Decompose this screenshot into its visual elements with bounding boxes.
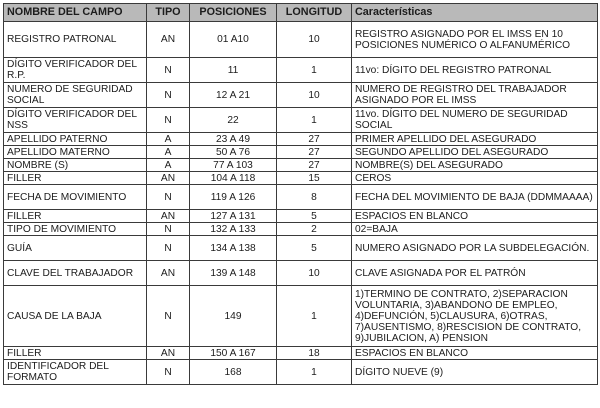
cell-posiciones: 149 [190, 286, 277, 347]
cell-posiciones: 12 A 21 [190, 83, 277, 108]
cell-longitud: 27 [277, 159, 352, 172]
cell-nombre: APELLIDO MATERNO [4, 146, 147, 159]
table-row [4, 261, 598, 286]
cell-longitud: 18 [277, 347, 352, 360]
cell-caracteristicas: NUMERO ASIGNADO POR LA SUBDELEGACIÓN. [352, 236, 598, 261]
cell-posiciones: 50 A 76 [190, 146, 277, 159]
cell-caracteristicas: REGISTRO ASIGNADO POR EL IMSS EN 10 POSICIONES NUMÉRICO O ALFANUMÉRICO [352, 22, 598, 58]
cell-tipo: A [147, 159, 190, 172]
table-row [4, 22, 598, 58]
cell-longitud: 2 [277, 223, 352, 236]
cell-longitud: 5 [277, 210, 352, 223]
cell-caracteristicas: CEROS [352, 172, 598, 185]
cell-tipo: AN [147, 261, 190, 286]
cell-tipo: N [147, 108, 190, 133]
cell-caracteristicas: PRIMER APELLIDO DEL ASEGURADO [352, 133, 598, 146]
cell-posiciones: 23 A 49 [190, 133, 277, 146]
cell-longitud: 1 [277, 286, 352, 347]
cell-tipo: N [147, 236, 190, 261]
header-nombre-del-campo: NOMBRE DEL CAMPO [4, 4, 147, 22]
cell-caracteristicas: DÍGITO NUEVE (9) [352, 360, 598, 385]
cell-nombre: CLAVE DEL TRABAJADOR [4, 261, 147, 286]
cell-caracteristicas: SEGUNDO APELLIDO DEL ASEGURADO [352, 146, 598, 159]
cell-tipo: N [147, 223, 190, 236]
cell-caracteristicas: 1)TERMINO DE CONTRATO, 2)SEPARACION VOLUNTARIA, 3)ABANDONO DE EMPLEO, 4)DEFUNCIÓN, 5)CLAUSURA, 6)OTRAS, 7)AUSENTISMO, 8)RESCISION DE CONTRATO, 9)JUBILACION, A) PENSION [352, 286, 598, 347]
cell-tipo: N [147, 185, 190, 210]
cell-nombre: NUMERO DE SEGURIDAD SOCIAL [4, 83, 147, 108]
cell-longitud: 5 [277, 236, 352, 261]
cell-caracteristicas: 02=BAJA [352, 223, 598, 236]
table-row [4, 108, 598, 133]
cell-nombre: FILLER [4, 210, 147, 223]
cell-nombre: TIPO DE MOVIMIENTO [4, 223, 147, 236]
cell-longitud: 10 [277, 261, 352, 286]
header-caracteristicas: Características [352, 4, 598, 22]
cell-tipo: A [147, 146, 190, 159]
cell-longitud: 1 [277, 58, 352, 83]
cell-posiciones: 22 [190, 108, 277, 133]
cell-tipo: N [147, 286, 190, 347]
table-row [4, 347, 598, 360]
cell-caracteristicas: NOMBRE(S) DEL ASEGURADO [352, 159, 598, 172]
cell-longitud: 15 [277, 172, 352, 185]
cell-nombre: DÍGITO VERIFICADOR DEL R.P. [4, 58, 147, 83]
cell-tipo: A [147, 133, 190, 146]
cell-longitud: 8 [277, 185, 352, 210]
cell-longitud: 27 [277, 133, 352, 146]
header-row [4, 4, 598, 22]
cell-posiciones: 01 A10 [190, 22, 277, 58]
cell-nombre: DÍGITO VERIFICADOR DEL NSS [4, 108, 147, 133]
cell-posiciones: 119 A 126 [190, 185, 277, 210]
cell-posiciones: 139 A 148 [190, 261, 277, 286]
table-row [4, 360, 598, 385]
cell-nombre: APELLIDO PATERNO [4, 133, 147, 146]
cell-caracteristicas: NUMERO DE REGISTRO DEL TRABAJADOR ASIGNADO POR EL IMSS [352, 83, 598, 108]
table-row [4, 146, 598, 159]
table-row [4, 133, 598, 146]
cell-caracteristicas: FECHA DEL MOVIMIENTO DE BAJA (DDMMAAAA) [352, 185, 598, 210]
cell-posiciones: 11 [190, 58, 277, 83]
layout-spec-table [3, 3, 598, 385]
cell-tipo: N [147, 83, 190, 108]
header-posiciones: POSICIONES [190, 4, 277, 22]
cell-nombre: FECHA DE MOVIMIENTO [4, 185, 147, 210]
cell-caracteristicas: CLAVE ASIGNADA POR EL PATRÓN [352, 261, 598, 286]
cell-caracteristicas: 11vo. DÍGITO DEL NUMERO DE SEGURIDAD SOCIAL [352, 108, 598, 133]
cell-posiciones: 104 A 118 [190, 172, 277, 185]
cell-posiciones: 134 A 138 [190, 236, 277, 261]
cell-posiciones: 127 A 131 [190, 210, 277, 223]
cell-nombre: REGISTRO PATRONAL [4, 22, 147, 58]
cell-tipo: AN [147, 347, 190, 360]
cell-nombre: CAUSA DE LA BAJA [4, 286, 147, 347]
cell-tipo: AN [147, 210, 190, 223]
cell-posiciones: 132 A 133 [190, 223, 277, 236]
cell-longitud: 10 [277, 83, 352, 108]
cell-caracteristicas: ESPACIOS EN BLANCO [352, 347, 598, 360]
cell-longitud: 10 [277, 22, 352, 58]
cell-nombre: FILLER [4, 347, 147, 360]
table-row [4, 172, 598, 185]
cell-posiciones: 77 A 103 [190, 159, 277, 172]
cell-posiciones: 168 [190, 360, 277, 385]
cell-caracteristicas: 11vo: DÍGITO DEL REGISTRO PATRONAL [352, 58, 598, 83]
header-longitud: LONGITUD [277, 4, 352, 22]
table-row [4, 236, 598, 261]
table-header [4, 4, 598, 22]
table-row [4, 83, 598, 108]
cell-longitud: 1 [277, 108, 352, 133]
cell-tipo: AN [147, 22, 190, 58]
table-row [4, 223, 598, 236]
cell-nombre: IDENTIFICADOR DEL FORMATO [4, 360, 147, 385]
cell-tipo: N [147, 58, 190, 83]
cell-caracteristicas: ESPACIOS EN BLANCO [352, 210, 598, 223]
cell-posiciones: 150 A 167 [190, 347, 277, 360]
cell-longitud: 1 [277, 360, 352, 385]
table-row [4, 286, 598, 347]
table-row [4, 185, 598, 210]
cell-nombre: NOMBRE (S) [4, 159, 147, 172]
table-row [4, 58, 598, 83]
table-body [4, 22, 598, 385]
cell-tipo: N [147, 360, 190, 385]
table-row [4, 210, 598, 223]
cell-nombre: GUÍA [4, 236, 147, 261]
table-row [4, 159, 598, 172]
layout-spec-table-container [3, 3, 597, 405]
cell-nombre: FILLER [4, 172, 147, 185]
header-tipo: TIPO [147, 4, 190, 22]
cell-tipo: AN [147, 172, 190, 185]
cell-longitud: 27 [277, 146, 352, 159]
